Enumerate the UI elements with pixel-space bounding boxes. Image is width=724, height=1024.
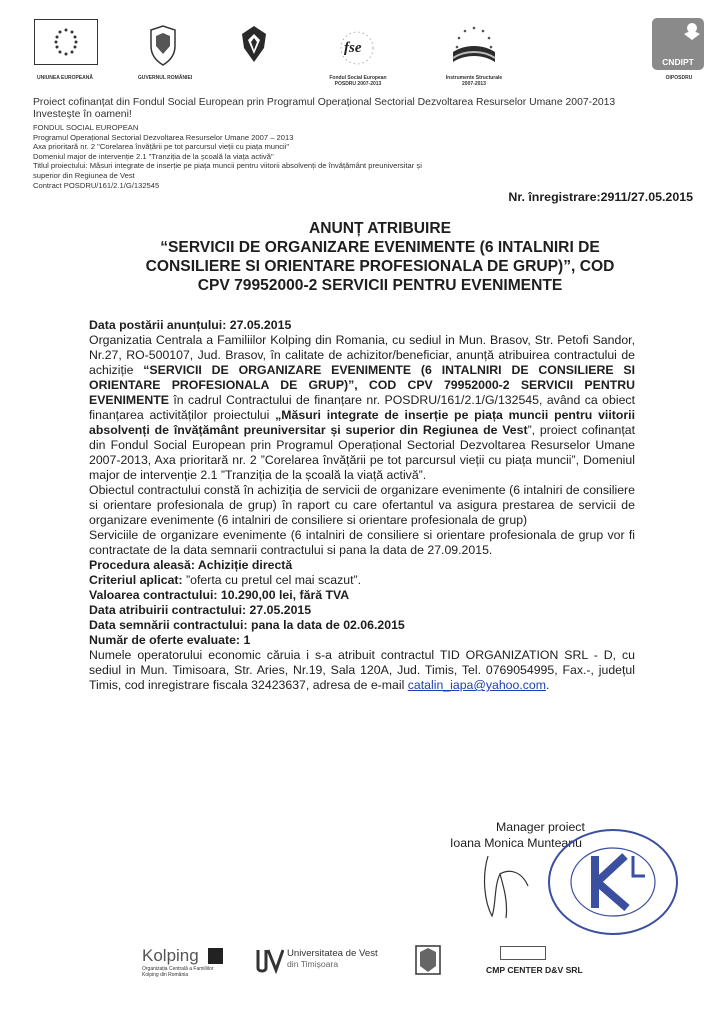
eu-caption: UNIUNEA EUROPEANĂ [37,75,93,81]
fund-label: FONDUL SOCIAL EUROPEAN [33,123,139,132]
paragraph-operator [89,648,635,693]
paragraph-object: Obiectul contractului constă în achiziția de servicii de organizare evenimente (6 intalniri de consiliere si orientare profesionala de grup) în raport cu care ofertantul va asigura prestarea de servicii de organizare evenimente (6 intalniri de consiliere si orientare profesionala de grup) [89,483,635,527]
p1-text-a: Organizatia Centrala a Familiilor Kolping din Romania, cu sediul in Mun. Brasov, Str. Petofi Sandor, Nr.27, RO-500107, Jud. Brasov, în calitate de achizitor/beneficiar, anunță atribuirea contractului de achiziție [89,333,635,377]
kolping-k-icon [208,948,223,964]
fse-caption-1: Fondul Social European [329,75,387,81]
email-link[interactable]: catalin_iapa@yahoo.com [407,678,547,692]
offers-count: Număr de oferte evaluate: 1 [89,633,251,647]
program-line: Programul Operațional Sectorial Dezvoltarea Resurselor Umane 2007 – 2013 [33,132,294,142]
cmp-name: CMP CENTER D&V SRL [486,965,583,975]
uvt-logo-icon [256,946,284,974]
announcement-subtitle-3: CPV 79952000-2 SERVICII PENTRU EVENIMENTE [197,277,563,294]
project-title-line-2: superior din Regiunea de Vest [33,170,135,180]
p1-text-c: în cadrul Contractului de finanțare nr. POSDRU/161/2.1/G/132545, având ca obiect finanțarea activităților proiectului [89,393,635,422]
fse-caption-2: POSDRU 2007-2013 [334,81,382,87]
registration-number: Nr. înregistrare:2911/27.05.2015 [508,190,693,204]
operator-text: Numele operatorului economic căruia i s-a atribuit contractul TID ORGANIZATION SRL - D, cu sediul in Mun. Timisoara, Str. Aries, Nr.19, Sala 120A, Jud. Timis, Tel. 0769054995, Fax.-, județul Timis, cod inregistrare fiscala 32423637, adresa de e-mail [89,648,635,692]
cndipt-logo-icon [652,18,704,70]
cndipt-logo-text: CNDIPT [662,57,694,67]
cmp-logo-icon [500,946,546,960]
kolping-sub-2: Kolping din România [142,972,189,978]
cndipt-caption: OIPOSDRU [665,75,693,81]
project-title-line-1: Titlul proiectului: Măsuri integrate de inserție pe piața muncii pentru viitorii absolvenți de învățământ preuniversitar și [33,161,422,171]
project-line-2: Investește în oameni! [33,109,132,120]
axis-line: Axa prioritară nr. 2 "Corelarea învățării pe tot parcursul vieții cu piața muncii" [33,142,290,152]
announcement-subtitle-1: “SERVICII DE ORGANIZARE EVENIMENTE (6 INTALNIRI DE [160,239,600,256]
manager-name: Ioana Monica Munteanu [450,836,582,850]
instruments-logo-icon [445,22,503,70]
svg-text:fse: fse [344,40,362,56]
announcement-title: ANUNȚ ATRIBUIRE [308,220,452,237]
kolping-name: Kolping [142,946,199,965]
project-line-1: Proiect cofinanțat din Fondul Social European prin Programul Operațional Sectorial Dezvoltarea Resurselor Umane 2007-2013 [33,97,616,108]
handwritten-signature [470,846,550,926]
contract-line: Contract POSDRU/161/2.1/G/132545 [33,180,160,190]
operator-text-end: . [546,678,550,692]
uvt-line-1: Universitatea de Vest [287,948,378,959]
coat-of-arms-icon [414,940,442,980]
paragraph-contract [89,333,635,483]
p1-contract-name: “SERVICII DE ORGANIZARE EVENIMENTE (6 INTALNIRI DE CONSILIERE SI ORIENTARE PROFESIONALA DE GRUP)”, COD CPV 79952000-2 SERVICII PENTRU EVENIMENTE [89,363,635,407]
kolping-sub-1: Organizația Centrală a Familiilor [142,966,214,972]
ministry-crest-icon [238,24,270,66]
uvt-line-2: din Timișoara [287,959,339,969]
eu-flag-icon [34,19,98,65]
p1-text-e: ”, proiect cofinanțat din Fondul Social European prin Programul Operațional Sectorial Dezvoltarea Resurselor Umane 2007-2013, Axa prioritară nr. 2 ”Corelarea învățării pe tot parcursul vieții cu piața muncii”, Domeniul major de intervenție 2.1 ”Tranziția de la școală la viață activă”. [89,423,635,482]
criteria [89,573,635,588]
instruments-caption-1: Instrumente Structurale [445,75,503,81]
contract-value: Valoarea contractului: 10.290,00 lei, fără TVA [89,588,350,602]
gov-crest-icon [148,24,178,66]
sign-date: Data semnării contractului: pana la data de 02.06.2015 [89,618,405,632]
announcement-subtitle-2: CONSILIERE SI ORIENTARE PROFESIONALA DE GRUP)”, COD [145,258,615,275]
domain-line: Domeniul major de intervenție 2.1 "Tranziția de la școală la viața activă" [33,151,274,161]
award-date: Data atribuirii contractului: 27.05.2015 [89,603,312,617]
manager-role: Manager proiect [496,820,585,834]
criteria-label: Criteriul aplicat: [89,573,183,587]
criteria-value: ”oferta cu pretul cel mai scazut”. [182,573,361,587]
procedure: Procedura aleasă: Achiziție directă [89,558,293,572]
p1-project-name: „Măsuri integrate de inserție pe piața muncii pentru viitorii absolvenți de învățământ preuniversitar și superior din Regiunea de Vest [89,408,635,437]
instruments-caption-2: 2007-2013 [462,81,486,87]
kolping-footer-logo [142,946,234,986]
announcement-body [89,318,635,693]
paragraph-services: Serviciile de organizare evenimente (6 intalniri de consiliere si orientare profesionala de grup vor fi contractate de la data semnarii contractului si pana la data de 27.09.2015. [89,528,635,557]
post-date: Data postării anunțului: 27.05.2015 [89,318,292,332]
fse-logo-icon [335,28,381,68]
kolping-stamp [545,826,681,938]
gov-caption: GUVERNUL ROMÂNIEI [137,75,193,81]
